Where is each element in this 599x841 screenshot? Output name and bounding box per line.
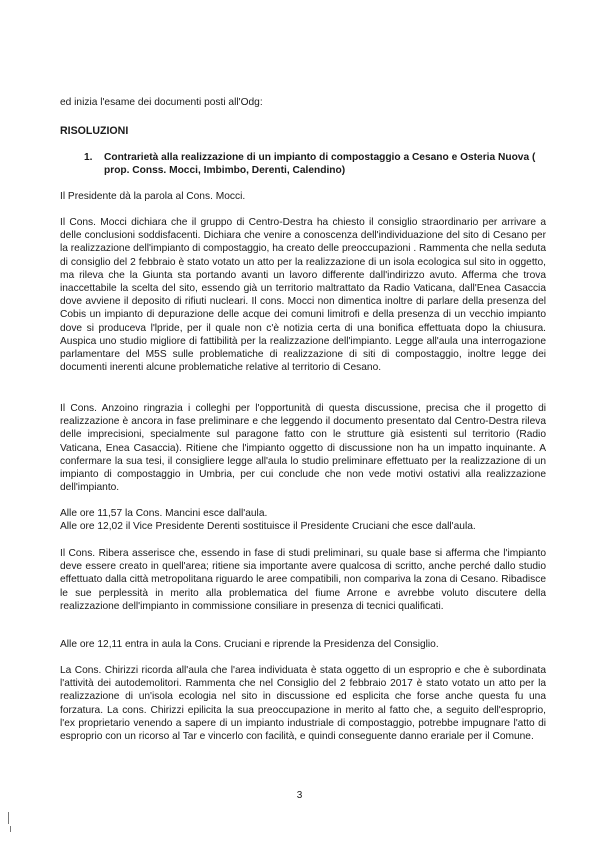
paragraph: Il Cons. Anzoino ringrazia i colleghi per l'opportunità di questa discussione, precisa che il progetto di realizzazione è ancora in fase preliminare e che leggendo il documento presentato dal Centro-Destra rileva delle imprecisioni, specialmente sul paragone fatto con le strutture già esistenti sul territorio (Radio Vaticana, Enea Casaccia). Ritiene che l'impianto oggetto di discussione non ha un impatto inquinante. A confermare la sua tesi, il consigliere legge all'aula lo studio preliminare effettuato per la realizzazione di un impianto di compostaggio in Umbria, per cui conclude che non vede motivi ostativi alla realizzazione dell'impianto. bbox=[60, 403, 546, 494]
paragraph: Alle ore 12,11 entra in aula la Cons. Cruciani e riprende la Presidenza del Consiglio. bbox=[60, 639, 439, 650]
paragraph: La Cons. Chirizzi ricorda all'aula che l'area individuata è stata oggetto di un esproprio e che è subordinata l'attività dei autodemolitori. Rammenta che nel Consiglio del 2 febbraio 2017 è stato votato un atto per la realizzazione di un'isola ecologia nel sito in discussione ed esplicita che forse anche questa fu una forzatura. La cons. Chirizzi epilicita la sua preoccupazione in merito al fatto che, a seguito dell'esproprio, l'ex proprietario venendo a sapere di un impianto industriale di compostaggio, potrebbe impugnare l'atto di esproprio con un ricorso al Tar e vincerlo con facilità, e quindi conseguente danno erariale per il Comune. bbox=[60, 665, 546, 743]
paragraph: Alle ore 12,02 il Vice Presidente Derenti sostituisce il Presidente Cruciani che esce dall'aula. bbox=[60, 521, 476, 532]
item-title: Contrarietà alla realizzazione di un impianto di compostaggio a Cesano e Osteria Nuova ( prop. Conss. Mocci, Imbimbo, Derenti, Calendino) bbox=[104, 152, 536, 177]
paragraph: Il Cons. Ribera asserisce che, essendo in fase di studi preliminari, su quale base si afferma che l'impianto deve essere creato in quell'area; ritiene sia importante avere qualcosa di scritto, anche perché dallo studio effettuato dalla città metropolitana riguardo le aree compatibili, non compariva la zona di Cesano. Ribadisce le sue perplessità in merito alla problematica del fiume Arrone e avrebbe voluto discutere della realizzazione dell'impianto in commissione consiliare in presenza di tecnici qualificati. bbox=[60, 548, 546, 612]
paragraph: Alle ore 11,57 la Cons. Mancini esce dall'aula. bbox=[60, 508, 268, 519]
intro-line: ed inizia l'esame dei documenti posti all'Odg: bbox=[60, 97, 263, 108]
scan-artifact bbox=[8, 812, 9, 824]
scan-artifact bbox=[10, 826, 11, 832]
paragraph: Il Presidente dà la parola al Cons. Mocci. bbox=[60, 191, 246, 202]
section-heading: RISOLUZIONI bbox=[60, 125, 129, 137]
page-number: 3 bbox=[296, 790, 303, 801]
item-number: 1. bbox=[84, 152, 93, 163]
paragraph: Il Cons. Mocci dichiara che il gruppo di Centro-Destra ha chiesto il consiglio straordinario per arrivare a delle conclusioni soddisfacenti. Dichiara che venire a conoscenza dell'individuazione del sito di Cesano per la realizzazione dell'impianto di compostaggio, ha creato delle preoccupazioni . Rammenta che nella seduta di consiglio del 2 febbraio è stato votato un atto per la realizzazione di un isola ecologica sul sito in oggetto, ma rileva che la Giunta sta portando avanti un lavoro differente dall'indirizzo avuto. Afferma che trova inaccettabile la scelta del sito, essendo già un territorio maltrattato da Radio Vaticana, dall'Enea Casaccia dove avviene il deposito di rifiuti nucleari. Il cons. Mocci non dimentica inoltre di parlare della presenza del Cobis un impianto di depurazione delle acque dei comuni limitrofi e della presenza di un vecchio impianto dove si produceva l'lpride, per il quale non c'è notizia certa di una bonifica effettuata dopo la chiusura. Auspica uno studio migliore di fattibilità per la realizzazione dell'impianto. Legge all'aula una interrogazione parlamentare del M5S sulle problematiche di realizzazione di siti di compostaggio, inoltre legge dei documenti inerenti alcune problematiche relative al territorio di Cesano. bbox=[60, 217, 546, 374]
